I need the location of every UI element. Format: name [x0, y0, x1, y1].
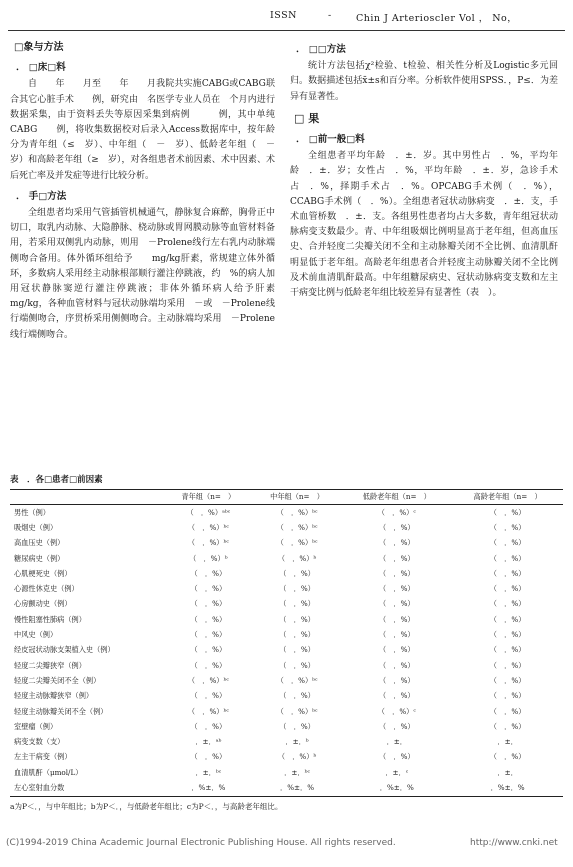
table-cell: ．%±．%	[452, 780, 563, 796]
table-cell: （ ．%）	[489, 522, 526, 532]
table-cell: （ ．%）	[279, 614, 315, 624]
table-row-label: 室壁瘤（例）	[14, 721, 58, 731]
table-cell: ．±．ᶜ	[385, 767, 409, 777]
table-cell: （ ．%）	[279, 660, 315, 670]
running-header	[0, 10, 573, 30]
table-row-label: 轻度主动脉瓣关闭不全（例）	[14, 706, 108, 716]
table-cell: ．±．ᵇᶜ	[195, 767, 222, 777]
table-row-label: 血清肌酐（μmol/L）	[14, 767, 83, 777]
table-row	[10, 719, 563, 734]
table-cell: （ ．%）	[379, 584, 415, 594]
surgical-method-paragraph: 全组患者均采用气管插管机械通气，静脉复合麻醉，胸骨正中切口，取乳内动脉、大隐静脉、桡动脉或胃网膜动脉等血管材料备用，若采用双侧乳内动脉，则用 －Prolene线行左右乳内动脉端侧吻合备用。体外循环组给予 mg/kg肝素，常规建立体外循环，多数病人采用经主动脉根部顺行灌注停跳液，约 %的病人加用冠状静脉窦逆行灌注停跳液；非体外循环病人给予肝素 mg/kg，各种血管材料与冠状动脉端均采用 －或 －Prolene线行端侧吻合，序贯桥采用侧侧吻合。主动脉端均采用 －Prolene线行端侧吻合。	[10, 208, 294, 340]
table-row-label: 轻度二尖瓣关闭不全（例）	[14, 675, 101, 685]
statistics-paragraph: 统计方法包括χ²检验、t检验、相关性分析及Logistic多元回归。数据描述包括x̄±s和百分率。分析软件使用SPSS．，P≤．为差异有显著性。	[290, 61, 558, 102]
table-row-label: 高血压史（例）	[14, 538, 65, 548]
table-cell: ．±．	[386, 737, 407, 747]
table-row	[10, 765, 563, 780]
clinical-data-paragraph: 自 年 月至 年 月我院共实施CABG或CABG联合其它心脏手术 例，研究由 名医学专业人员在 个月内进行数据采集，由于资料丢失等原因采集到病例 例，其中单纯CABG 例，将收集数据校对后录入Access数据库中，按年龄分为青年组（≤ 岁）、中年组（ － 岁）、低龄老年组（ － 岁）和高龄老年组（≥ 岁），对各组患者术前因素、术中因素、术后死亡率及并发症等进行比较分析。	[10, 79, 285, 181]
table-cell: （ ．%）	[379, 522, 415, 532]
table-row	[10, 689, 563, 704]
table-row-label: 心肌梗死史（例）	[14, 568, 72, 578]
table-row	[10, 627, 563, 642]
table-row-label: 吸烟史（例）	[14, 522, 58, 532]
header-dash: -	[328, 10, 332, 21]
table-cell: （ ．%）	[190, 630, 227, 640]
table-cell: （ ．%）	[489, 660, 526, 670]
table-row-label: 慢性阻塞性肺病（例）	[14, 614, 86, 624]
table-cell: ．±．	[497, 737, 518, 747]
table-row	[10, 566, 563, 581]
table-row-label: 左主干病变（例）	[14, 752, 72, 762]
table-cell: （ ．%）ᶜ	[377, 706, 416, 716]
table-header-cell: 高龄老年组（n= ）	[452, 490, 563, 505]
table-cell: ．±．ᵇ	[285, 737, 309, 747]
table-cell: （ ．%）	[190, 614, 227, 624]
table-cell: （ ．%）	[489, 584, 526, 594]
copyright-text: (C)1994-2019 China Academic Journal Electronic Publishing House. All rights reserved.	[6, 838, 396, 848]
table-cell: （ ．%）	[489, 614, 526, 624]
table-cell: （ ．%）	[489, 691, 526, 701]
table-row	[10, 750, 563, 765]
section-results-title: □ 果	[294, 111, 320, 125]
table-row-label: 心源性休克史（例）	[14, 584, 79, 594]
table-cell: （ ．%）ᵇᶜ	[276, 675, 318, 685]
table-cell: （ ．%）ᵇ	[277, 752, 317, 762]
table-row-label: 左心室射血分数	[10, 780, 164, 796]
table-cell: （ ．%）	[279, 568, 315, 578]
table-header-row	[10, 490, 563, 505]
table-cell: （ ．%）	[489, 706, 526, 716]
table-cell: （ ．%）	[279, 599, 315, 609]
left-column	[10, 40, 294, 348]
table-note: a为P＜．，与中年组比；b为P＜．，与低龄老年组比；c为P＜．，与高龄老年组比。	[10, 801, 283, 811]
table-cell: （ ．%）ᵇ	[277, 553, 317, 563]
table-header-cell	[10, 490, 164, 505]
table-cell: （ ．%）	[489, 675, 526, 685]
table-row	[10, 643, 563, 658]
table-cell: （ ．%）	[379, 568, 415, 578]
table-cell: （ ．%）ᵃᵇᶜ	[186, 507, 231, 517]
table-cell: （ ．%）	[379, 691, 415, 701]
header-journal: Chin J Arterioscler Vol ， No，	[356, 13, 518, 24]
table-cell: （ ．%）	[489, 645, 526, 655]
table-row-label: 病变支数（支）	[14, 737, 65, 747]
table-header-cell: 中年组（n= ）	[253, 490, 342, 505]
table-cell: （ ．%）	[489, 538, 526, 548]
table-cell: （ ．%）	[379, 599, 415, 609]
table-cell: （ ．%）	[190, 660, 227, 670]
table-row	[10, 520, 563, 535]
surgical-method-title: ． 手□方法	[16, 190, 67, 202]
table-cell: （ ．%）	[489, 568, 526, 578]
table-cell: （ ．%）ᵇᶜ	[276, 538, 318, 548]
table-row	[10, 536, 563, 551]
table-cell: （ ．%）	[279, 721, 315, 731]
table-cell: （ ．%）	[190, 599, 227, 609]
table-cell: （ ．%）	[489, 553, 526, 563]
table-cell: ．%±．%	[341, 780, 452, 796]
table-cell: （ ．%）	[279, 584, 315, 594]
table-cell: （ ．%）	[190, 568, 227, 578]
table-cell: ．%±．%	[164, 780, 253, 796]
table-cell: （ ．%）ᵇᶜ	[276, 706, 318, 716]
table-row-label: 心房颤动史（例）	[14, 599, 72, 609]
table-row	[10, 780, 563, 796]
table-cell: （ ．%）ᵇᶜ	[187, 538, 229, 548]
clinical-data-title: ． □床□料	[16, 62, 66, 74]
table-row-label: 轻度主动脉瓣狭窄（例）	[14, 691, 94, 701]
table-cell: （ ．%）	[489, 507, 526, 517]
table-cell: （ ．%）ᵇᶜ	[276, 507, 318, 517]
table-cell: （ ．%）	[379, 614, 415, 624]
table-cell: （ ．%）	[190, 721, 227, 731]
table-cell: ．±．ᵃᵇ	[195, 737, 222, 747]
table-row	[10, 612, 563, 627]
table-cell: （ ．%）	[190, 691, 227, 701]
table-cell: （ ．%）	[279, 630, 315, 640]
table-cell: （ ．%）	[190, 584, 227, 594]
table-cell: （ ．%）	[489, 630, 526, 640]
table-cell: （ ．%）	[190, 752, 227, 762]
table-row	[10, 505, 563, 521]
header-rule	[8, 30, 565, 31]
table-row	[10, 673, 563, 688]
table-cell: （ ．%）ᶜ	[377, 507, 416, 517]
table-row-label: 糖尿病史（例）	[14, 553, 65, 563]
preop-factors-table-block	[10, 473, 563, 812]
table-cell: （ ．%）	[379, 645, 415, 655]
table-row-label: 经皮冠状动脉支架植入史（例）	[14, 645, 115, 655]
table-cell: （ ．%）	[379, 660, 415, 670]
table-row-label: 男性（例）	[14, 507, 50, 517]
table-cell: （ ．%）ᵇᶜ	[187, 675, 229, 685]
table-row	[10, 597, 563, 612]
table-row-label: 中风史（例）	[14, 630, 58, 640]
statistics-title: ． □□方法	[296, 44, 346, 55]
table-cell: （ ．%）	[379, 538, 415, 548]
table-cell: （ ．%）	[489, 721, 526, 731]
preop-data-title: ． □前一般□料	[296, 134, 365, 146]
header-issn: ISSN	[270, 10, 297, 21]
table-cell: （ ．%）	[190, 645, 227, 655]
table-cell: （ ．%）	[279, 691, 315, 701]
table-body	[10, 505, 563, 797]
right-column	[290, 40, 558, 306]
table-cell: （ ．%）	[279, 645, 315, 655]
section-objects-methods-title: □象与方法	[14, 42, 64, 53]
preop-factors-table	[10, 489, 563, 797]
table-row	[10, 551, 563, 566]
table-cell: （ ．%）ᵇᶜ	[187, 706, 229, 716]
table-cell: ．%±．%	[253, 780, 342, 796]
table-cell: ．±．	[497, 767, 518, 777]
table-cell: （ ．%）	[379, 721, 415, 731]
table-row-label: 轻度二尖瓣狭窄（例）	[14, 660, 86, 670]
footer-url: http://www.cnki.net	[470, 838, 558, 848]
table-row	[10, 581, 563, 596]
table-cell: （ ．%）ᵇᶜ	[276, 522, 318, 532]
table-header-cell: 低龄老年组（n= ）	[341, 490, 452, 505]
table-row	[10, 734, 563, 749]
table-cell: （ ．%）	[379, 675, 415, 685]
table-cell: （ ．%）	[379, 553, 415, 563]
table-cell: （ ．%）	[489, 752, 526, 762]
table-cell: （ ．%）	[489, 599, 526, 609]
table-cell: ．±．ᵇᶜ	[284, 767, 310, 777]
table-row	[10, 704, 563, 719]
table-header-cell: 青年组（n= ）	[164, 490, 253, 505]
table-cell: （ ．%）ᵇᶜ	[187, 522, 229, 532]
table-row	[10, 658, 563, 673]
preop-data-paragraph: 全组患者平均年龄 ．±．岁。其中男性占 ．%，平均年龄 ．±．岁；女性占 ．%，平均年龄 ．±．岁，急诊手术占 ．%，择期手术占 ．%。OPCABG手术例（ ．%），CCABG手术例（ ．%）。全组患者冠状动脉病变 ．±．支，手术血管桥数 ．±．支。各组男性患者均占大多数，青年组冠状动脉病变支数最少。青、中年组吸烟比例明显高于老年组，但高血压史、合并轻度二尖瓣关闭不全和主动脉瓣关闭不全比例、血清肌酐明显低于老年组。高龄老年组患者合并轻度主动脉瓣关闭不全比例及术前血清肌酐最高。中年组糖尿病史、冠状动脉病变支数和左主干病变比例与低龄老年组比较差异有显著性（表 ）。	[290, 151, 558, 299]
table-cell: （ ．%）	[379, 752, 415, 762]
table-cell: （ ．%）ᵇ	[189, 553, 228, 563]
table-caption: 表 ．各□患者□前因素	[10, 475, 103, 485]
table-cell: （ ．%）	[379, 630, 415, 640]
